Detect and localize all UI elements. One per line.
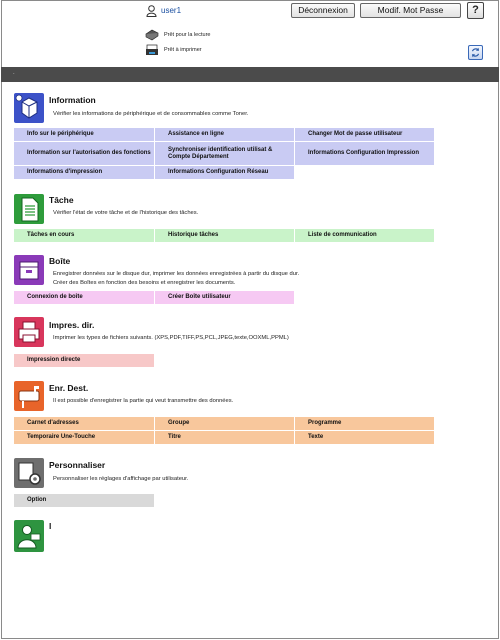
job-icon[interactable]	[14, 194, 44, 224]
user-name: user1	[161, 6, 182, 15]
help-button[interactable]: ?	[467, 2, 484, 19]
customize-icon[interactable]	[14, 458, 44, 488]
extra-title: l	[49, 521, 52, 531]
direct-print-description: Imprimer les types de fichiers suivants. (XPS,PDF,TIFF,PS,PCL,JPEG,texte,OOXML,PPML)	[53, 335, 289, 341]
link-change-user-password[interactable]: Changer Mot de passe utilisateur	[295, 128, 435, 142]
information-title[interactable]: Information	[49, 95, 96, 105]
information-icon[interactable]	[14, 93, 44, 123]
link-option[interactable]: Option	[14, 494, 155, 508]
link-current-jobs[interactable]: Tâches en cours	[14, 229, 155, 243]
link-print-info[interactable]: Informations d'impression	[14, 166, 155, 180]
address-description: Il est possible d'enregistrer la partie qui veut transmettre des données.	[53, 398, 234, 404]
job-description: Vérifier l'état de votre tâche et de l'historique des tâches.	[53, 210, 199, 216]
menu-bar	[1, 67, 499, 82]
link-job-history[interactable]: Historique tâches	[155, 229, 295, 243]
link-communication-list[interactable]: Liste de communication	[295, 229, 435, 243]
user-settings-icon[interactable]	[14, 520, 44, 552]
link-device-info[interactable]: Info sur le périphérique	[14, 128, 155, 142]
direct-print-title[interactable]: Impres. dir.	[49, 320, 95, 330]
status-ready-print: Prêt pour la lecture	[164, 32, 211, 38]
address-title[interactable]: Enr. Dest.	[49, 383, 89, 393]
address-book-icon[interactable]	[14, 381, 44, 411]
link-network-config-info[interactable]: Informations Configuration Réseau	[155, 166, 295, 180]
refresh-icon[interactable]	[468, 45, 483, 60]
status-ready-scan: Prêt à imprimer	[164, 47, 202, 53]
link-program[interactable]: Programme	[295, 417, 435, 431]
scanner-status-icon	[145, 29, 159, 41]
job-title[interactable]: Tâche	[49, 195, 74, 205]
link-group[interactable]: Groupe	[155, 417, 295, 431]
direct-print-icon[interactable]	[14, 317, 44, 347]
customize-description: Personnaliser les réglages d'affichage par utilisateur.	[53, 476, 189, 482]
change-password-button[interactable]: Modif. Mot Passe	[360, 3, 461, 18]
printer-status-icon	[145, 44, 159, 56]
link-title[interactable]: Titre	[155, 431, 295, 445]
link-box-login[interactable]: Connexion de boîte	[14, 291, 155, 305]
logout-button[interactable]: Déconnexion	[291, 3, 355, 18]
link-create-user-box[interactable]: Créer Boîte utilisateur	[155, 291, 295, 305]
box-title[interactable]: Boîte	[49, 256, 71, 266]
link-direct-print[interactable]: Impression directe	[14, 354, 155, 368]
information-description: Vérifier les informations de périphérique et de consommables comme Toner.	[53, 111, 249, 117]
link-address-book[interactable]: Carnet d'adresses	[14, 417, 155, 431]
link-sync-user-account[interactable]: Synchroniser identification utilisat & Compte Département	[155, 142, 295, 166]
menu-bar-text: .	[13, 70, 15, 76]
box-description-2: Créer des Boîtes en fonction des besoins et enregistrer les documents.	[53, 280, 236, 286]
link-online-assistance[interactable]: Assistance en ligne	[155, 128, 295, 142]
link-function-permission-info[interactable]: Information sur l'autorisation des fonctions	[14, 142, 155, 166]
link-text[interactable]: Texte	[295, 431, 435, 445]
link-temporary-one-touch[interactable]: Temporaire Une-Touche	[14, 431, 155, 445]
customize-title[interactable]: Personnaliser	[49, 460, 106, 470]
box-description-1: Enregistrer données sur le disque dur, imprimer les données enregistrées à partir du disque dur.	[53, 271, 300, 277]
user-icon	[146, 5, 157, 17]
box-icon[interactable]	[14, 255, 44, 285]
link-print-config-info[interactable]: Informations Configuration Impression	[295, 142, 435, 166]
